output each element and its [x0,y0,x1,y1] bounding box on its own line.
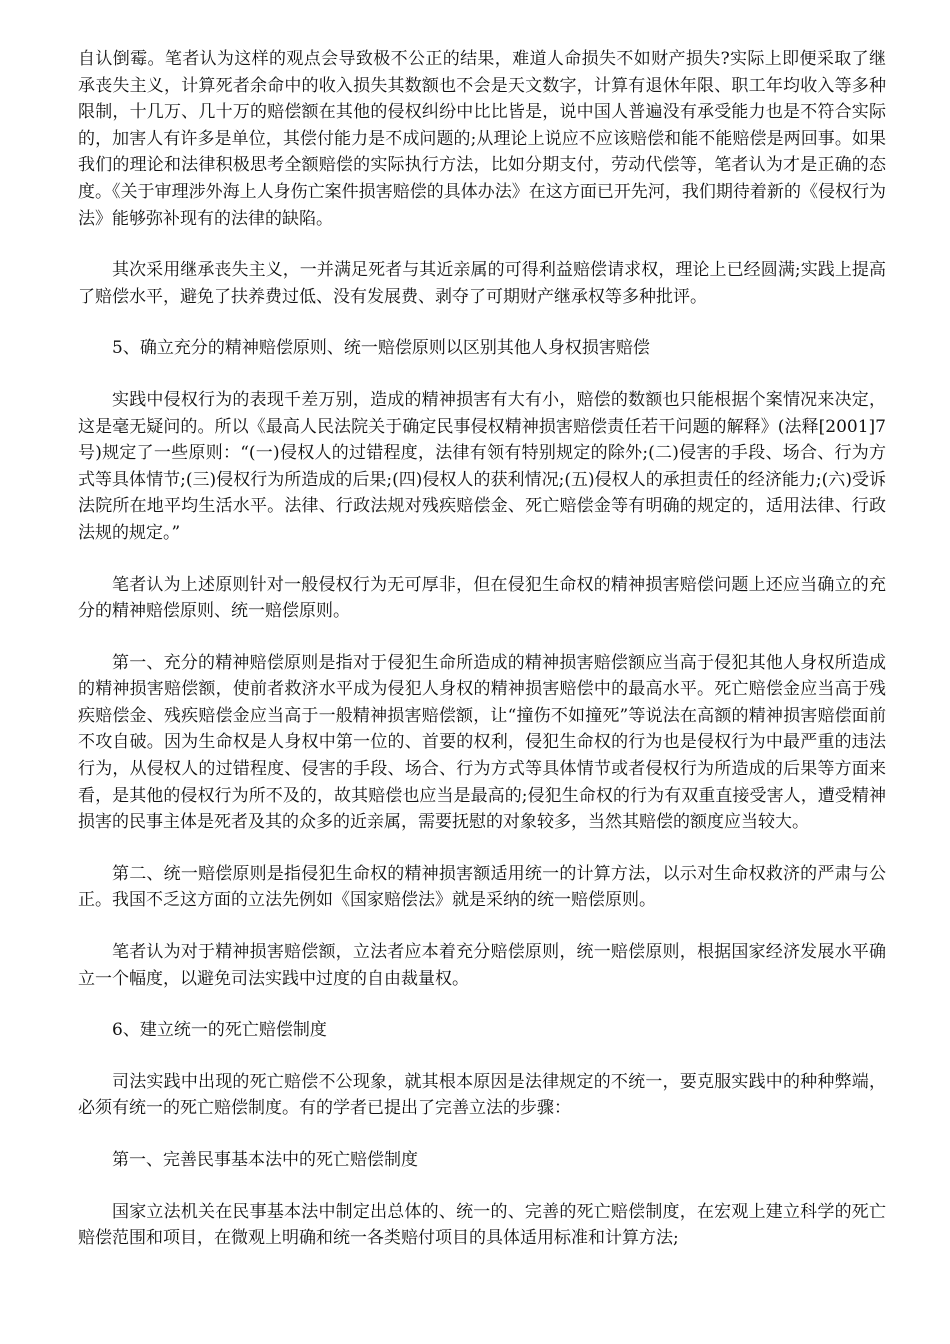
paragraph-continuation: 自认倒霉。笔者认为这样的观点会导致极不公正的结果，难道人命损失不如财产损失?实际上即便采取了继承丧失主义，计算死者余命中的收入损失其数额也不会是天文数字，计算有退休年限、职工年均收入等多种限制，十几万、几十万的赔偿额在其他的侵权纠纷中比比皆是，说中国人普遍没有承受能力也是不符合实际的，加害人有许多是单位，其偿付能力是不成问题的;从理论上说应不应该赔偿和能不能赔偿是两回事。如果我们的理论和法律积极思考全额赔偿的实际执行方法，比如分期支付，劳动代偿等，笔者认为才是正确的态度。《关于审理涉外海上人身伤亡案件损害赔偿的具体办法》在这方面已开先河，我们期待着新的《侵权行为法》能够弥补现有的法律的缺陷。 [78,49,886,229]
paragraph-legislature: 国家立法机关在民事基本法中制定出总体的、统一的、完善的死亡赔偿制度，在宏观上建立科学的死亡赔偿范围和项目，在微观上明确和统一各类赔付项目的具体适用标准和计算方法; [78,1201,886,1249]
paragraph-judicial-practice: 司法实践中出现的死亡赔偿不公现象，就其根本原因是法律规定的不统一，要克服实践中的种种弊端，必须有统一的死亡赔偿制度。有的学者已提出了完善立法的步骤： [78,1071,886,1119]
paragraph-judicial-interpretation: 实践中侵权行为的表现千差万别，造成的精神损害有大有小，赔偿的数额也只能根据个案情况来决定，这是毫无疑问的。所以《最高人民法院关于确定民事侵权精神损害赔偿责任若干问题的解释》(法释[2001]7号)规定了一些原则：“(一)侵权人的过错程度，法律有领有特别规定的除外;(二)侵害的手段、场合、行为方式等具体情节;(三)侵权行为所造成的后果;(四)侵权人的获利情况;(五)侵权人的承担责任的经济能力;(六)受诉法院所在地平均生活水平。法律、行政法规对残疾赔偿金、死亡赔偿金等有明确的规定的，适用法律、行政法规的规定。” [78,389,886,543]
paragraph-author-opinion-principles: 笔者认为上述原则针对一般侵权行为无可厚非，但在侵犯生命权的精神损害赔偿问题上还应当确立的充分的精神赔偿原则、统一赔偿原则。 [78,574,886,622]
paragraph-inheritance-loss: 其次采用继承丧失主义，一并满足死者与其近亲属的可得利益赔偿请求权，理论上已经圆满;实践上提高了赔偿水平，避免了扶养费过低、没有发展费、剥夺了可期财产继承权等多种批评。 [78,260,886,307]
paragraph-compensation-range: 笔者认为对于精神损害赔偿额，立法者应本着充分赔偿原则，统一赔偿原则，根据国家经济发展水平确立一个幅度，以避免司法实践中过度的自由裁量权。 [78,942,886,989]
paragraph-full-compensation-principle: 第一、充分的精神赔偿原则是指对于侵犯生命所造成的精神损害赔偿额应当高于侵犯其他人身权所造成的精神损害赔偿额，使前者救济水平成为侵犯人身权的精神损害赔偿中的最高水平。死亡赔偿金应当高于残疾赔偿金、残疾赔偿金应当高于一般精神损害赔偿额，让“撞伤不如撞死”等说法在高额的精神损害赔偿面前不攻自破。因为生命权是人身权中第一位的、首要的权利，侵犯生命权的行为也是侵权行为中最严重的违法行为，从侵权人的过错程度、侵害的手段、场合、行为方式等具体情节或者侵权行为所造成的后果等方面来看，是其他的侵权行为所不及的，故其赔偿也应当是最高的;侵犯生命权的行为有双重直接受害人，遭受精神损害的民事主体是死者及其的众多的近亲属，需要抚慰的对象较多，当然其赔偿的额度应当较大。 [78,652,886,833]
section-heading-6: 6、建立统一的死亡赔偿制度 [112,1020,327,1041]
subheading-civil-basic-law: 第一、完善民事基本法中的死亡赔偿制度 [112,1150,418,1170]
section-heading-5: 5、确立充分的精神赔偿原则、统一赔偿原则以区别其他人身权损害赔偿 [112,338,650,359]
document-page [78,46,886,1277]
paragraph-unified-compensation-principle: 第二、统一赔偿原则是指侵犯生命权的精神损害额适用统一的计算方法，以示对生命权救济的严肃与公正。我国不乏这方面的立法先例如《国家赔偿法》就是采纳的统一赔偿原则。 [78,863,886,911]
